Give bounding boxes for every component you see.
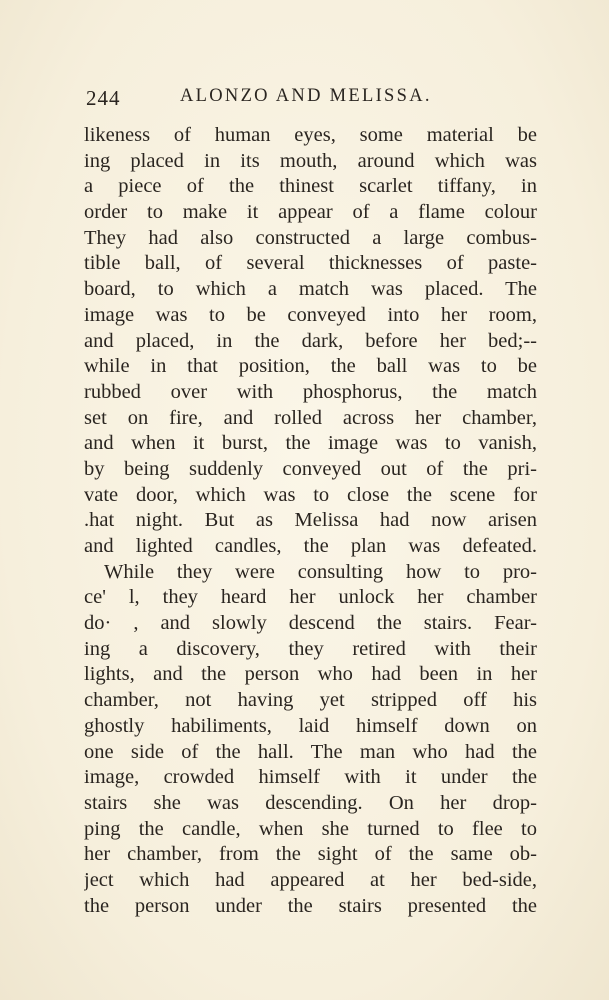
text-line: and placed, in the dark, before her bed;-- <box>84 329 537 352</box>
text-line: while in that position, the ball was to be <box>84 355 537 378</box>
text-line: chamber, not having yet stripped off his <box>84 689 537 712</box>
text-line: image was to be conveyed into her room, <box>84 303 537 326</box>
text-line: .hat night. But as Melissa had now arisen <box>84 509 537 532</box>
text-line: by being suddenly conveyed out of the pri- <box>84 457 537 480</box>
text-line: her chamber, from the sight of the same ob- <box>84 843 537 866</box>
page-header <box>84 86 519 116</box>
text-line: stairs she was descending. On her drop- <box>84 791 537 814</box>
paragraph-start-line: While they were consulting how to pro- <box>104 560 537 583</box>
text-line: set on fire, and rolled across her chamber, <box>84 406 537 429</box>
body-text <box>84 123 537 919</box>
text-line: board, to which a match was placed. The <box>84 278 537 301</box>
running-head: ALONZO AND MELISSA. <box>180 86 432 106</box>
text-line: image, crowded himself with it under the <box>84 766 537 789</box>
text-line: and when it burst, the image was to vanish, <box>84 432 537 455</box>
text-line: likeness of human eyes, some material be <box>84 124 537 146</box>
text-line: ing a discovery, they retired with their <box>84 637 537 660</box>
text-line: ping the candle, when she turned to flee to <box>84 817 537 840</box>
text-line: the person under the stairs presented the <box>84 894 537 917</box>
text-line: rubbed over with phosphorus, the match <box>84 380 537 403</box>
text-line: order to make it appear of a flame colour <box>84 201 537 224</box>
text-line: do· , and slowly descend the stairs. Fear- <box>84 612 537 635</box>
text-line: ing placed in its mouth, around which was <box>84 149 537 172</box>
text-line: ghostly habiliments, laid himself down on <box>84 714 537 737</box>
text-line: lights, and the person who had been in her <box>84 663 537 686</box>
text-line: and lighted candles, the plan was defeated. <box>84 535 537 557</box>
text-line: a piece of the thinest scarlet tiffany, in <box>84 175 537 198</box>
text-line: ject which had appeared at her bed-side, <box>84 868 537 891</box>
text-line: one side of the hall. The man who had the <box>84 740 537 763</box>
text-line: vate door, which was to close the scene for <box>84 483 537 506</box>
page-number: 244 <box>86 86 121 110</box>
text-line: ce' l, they heard her unlock her chamber <box>84 586 537 609</box>
text-line: They had also constructed a large combus- <box>84 226 537 249</box>
text-line: tible ball, of several thicknesses of paste- <box>84 252 537 275</box>
